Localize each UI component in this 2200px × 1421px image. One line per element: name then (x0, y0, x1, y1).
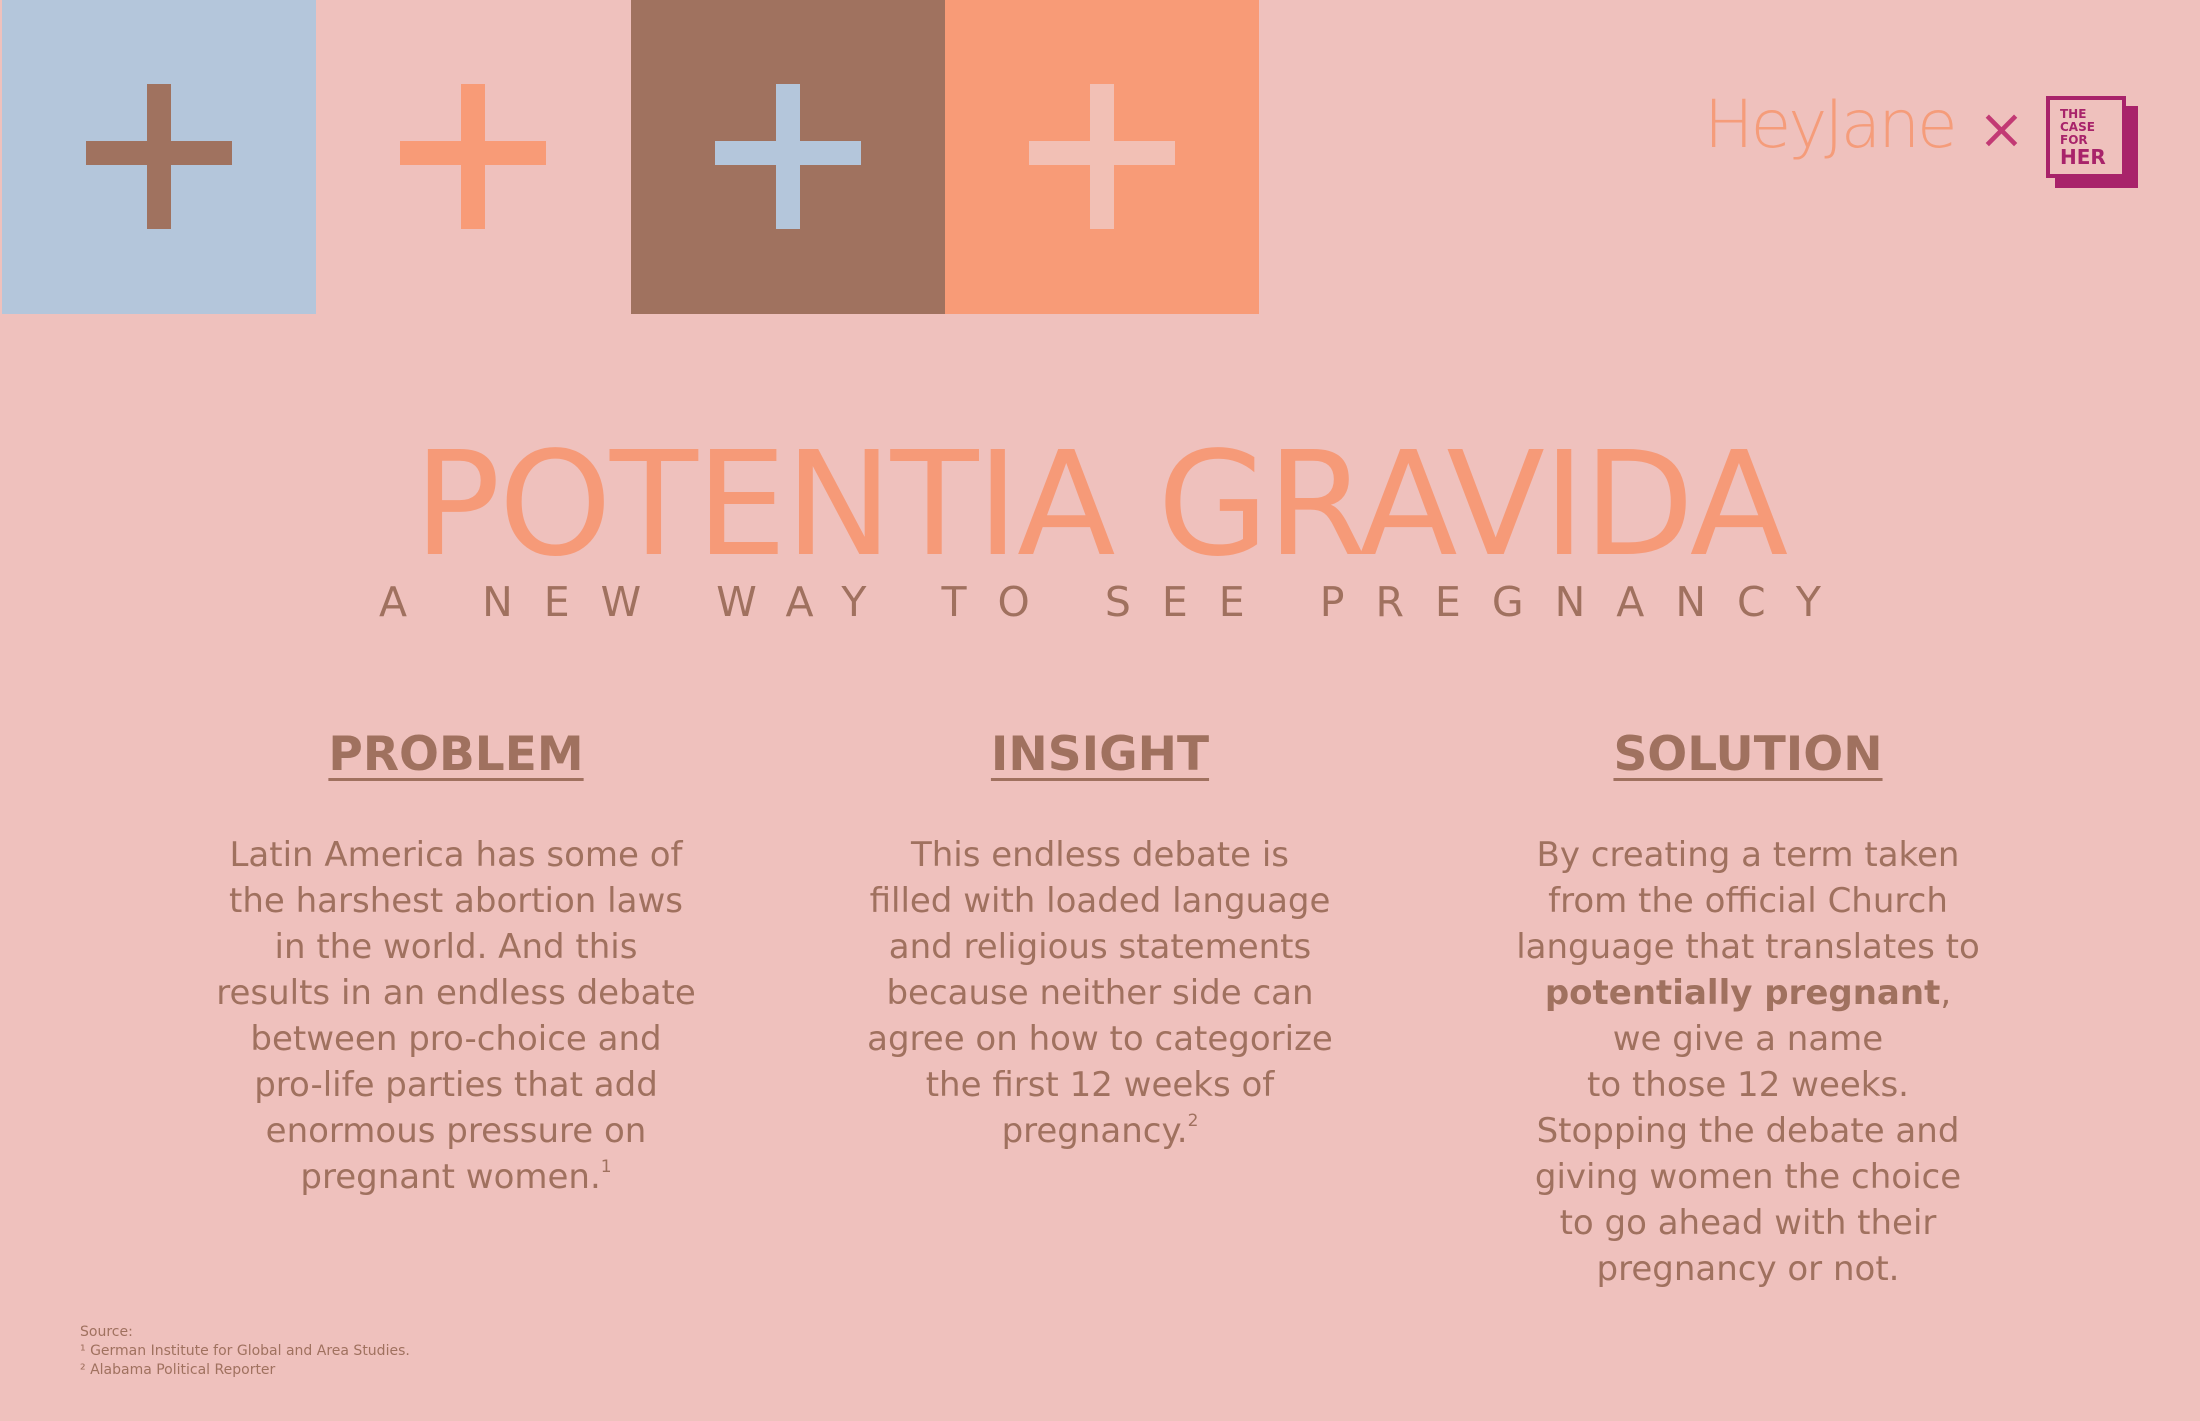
solution-body (1438, 832, 2058, 1292)
partner-logos (1700, 86, 2140, 200)
body-line-last (790, 1108, 1410, 1154)
body-line: giving women the choice (1534, 1157, 1962, 1197)
body-line: to go ahead with their (1559, 1203, 1937, 1243)
body-line: pregnancy or not. (1596, 1249, 1900, 1289)
solution-column (1438, 720, 2058, 1292)
body-line: and religious statements (888, 927, 1312, 967)
color-tile-pink (316, 0, 630, 314)
body-line: enormous pressure on (265, 1111, 647, 1151)
body-line: we give a name (1612, 1019, 1884, 1059)
insight-heading: INSIGHT (990, 727, 1210, 782)
body-line: between pro-choice and (250, 1019, 662, 1059)
plus-icon-bar (86, 141, 232, 165)
body-line: to those 12 weeks. (1587, 1065, 1909, 1105)
punctuation: , (1940, 973, 1952, 1013)
times-icon: × (1978, 97, 2025, 162)
plus-icon-bar (715, 141, 861, 165)
heyjane-logo: HeyJane (1704, 86, 1955, 163)
case-for-her-logo (2046, 96, 2126, 178)
body-line: pro-life parties that add (254, 1065, 658, 1105)
body-line: filled with loaded language (869, 881, 1331, 921)
body-line: in the world. And this (274, 927, 638, 967)
body-line-last (146, 1154, 766, 1200)
problem-body (146, 832, 766, 1200)
logo-text: HER (2060, 145, 2106, 169)
body-line: because neither side can (886, 973, 1314, 1013)
body-line: agree on how to categorize (867, 1019, 1333, 1059)
insight-column (790, 720, 1410, 1154)
body-line: results in an endless debate (216, 973, 696, 1013)
problem-column (146, 720, 766, 1200)
body-line: By creating a term taken (1536, 835, 1960, 875)
plus-icon-bar (1029, 141, 1175, 165)
body-line: Latin America has some of (229, 835, 683, 875)
body-line: from the official Church (1548, 881, 1948, 921)
logo-text: CASE (2060, 120, 2095, 134)
footnote-marker: 2 (1187, 1111, 1199, 1131)
color-tile-blue (2, 0, 316, 314)
source-ref-1: ¹ German Institute for Global and Area Studies. (80, 1343, 410, 1359)
plus-icon-bar (400, 141, 546, 165)
color-tile-brown (631, 0, 945, 314)
body-line: the harshest abortion laws (229, 881, 683, 921)
source-ref-2: ² Alabama Political Reporter (80, 1362, 276, 1378)
page-title: POTENTIA GRAVIDA (413, 420, 1787, 588)
body-line: the first 12 weeks of (925, 1065, 1275, 1105)
logo-text: FOR (2060, 133, 2088, 147)
source-label: Source: (80, 1324, 133, 1340)
footnote-marker: 1 (600, 1157, 612, 1177)
body-line: Stopping the debate and (1536, 1111, 1960, 1151)
body-text: pregnancy. (1001, 1111, 1188, 1151)
body-line: This endless debate is (910, 835, 1290, 875)
body-line-bold (1438, 970, 2058, 1016)
body-line: language that translates to (1516, 927, 1980, 967)
solution-heading: SOLUTION (1613, 727, 1883, 782)
color-tile-orange (945, 0, 1259, 314)
problem-heading: PROBLEM (328, 727, 584, 782)
logo-text: THE (2060, 107, 2087, 121)
body-text: pregnant women. (300, 1157, 601, 1197)
insight-body (790, 832, 1410, 1154)
page-subtitle: A NEW WAY TO SEE PREGNANCY (379, 578, 1852, 626)
source-notes (80, 1323, 410, 1380)
emphasis-text: potentially pregnant (1544, 973, 1941, 1013)
